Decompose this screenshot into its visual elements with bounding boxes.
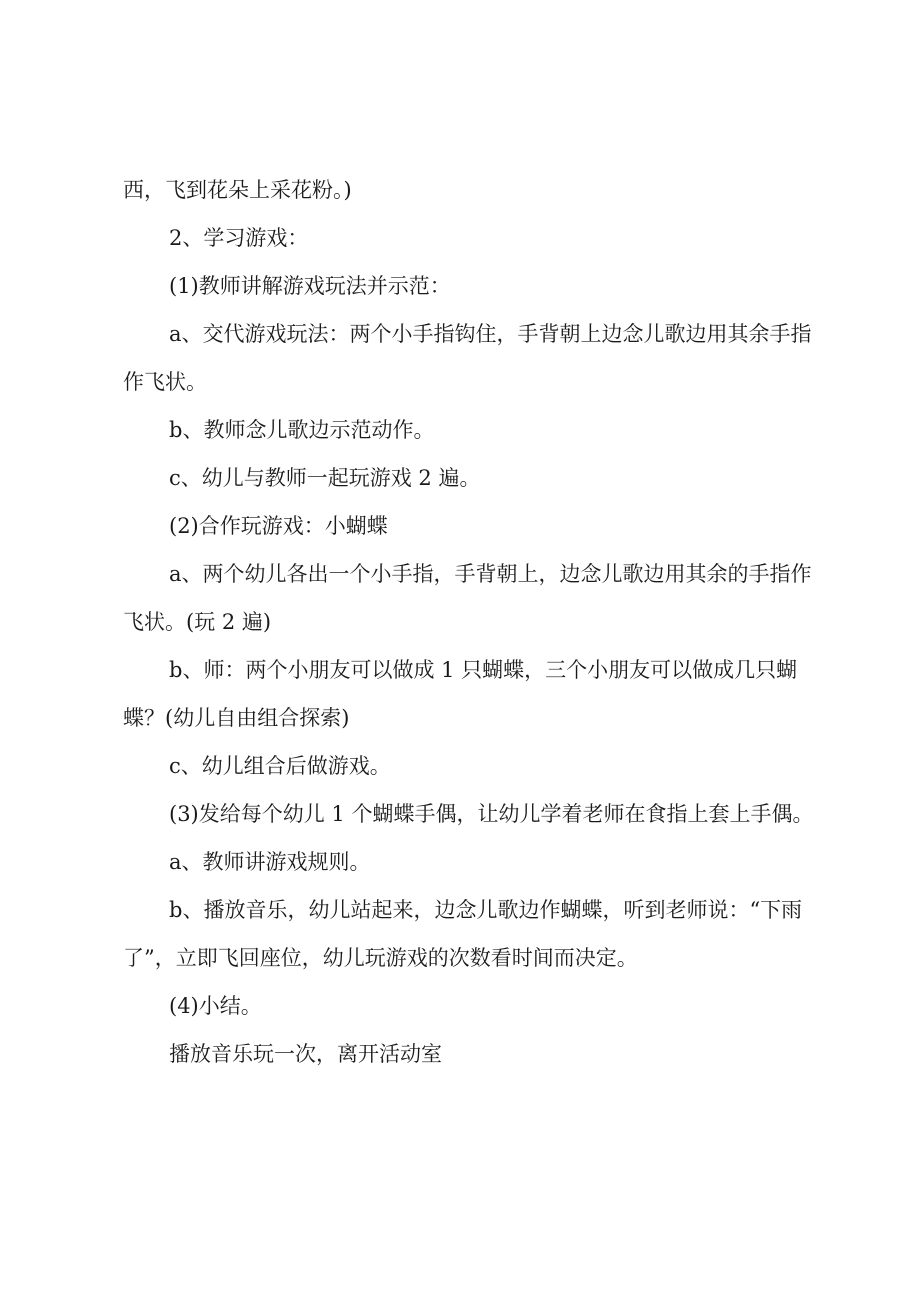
document-body	[123, 166, 823, 1078]
paragraph-2: 2、学习游戏：	[169, 226, 309, 250]
paragraph-7: (2)合作玩游戏：小蝴蝶	[169, 514, 388, 538]
paragraph-6: c、幼儿与教师一起玩游戏 2 遍。	[169, 466, 481, 490]
paragraph-12: a、教师讲游戏规则。	[169, 850, 371, 874]
paragraph-4: a、交代游戏玩法：两个小手指钩住，手背朝上边念儿歌边用其余手指作飞状。	[123, 322, 812, 394]
paragraph-1: 西，飞到花朵上采花粉。)	[123, 178, 352, 202]
paragraph-14: (4)小结。	[169, 994, 262, 1018]
paragraph-9: b、师：两个小朋友可以做成 1 只蝴蝶，三个小朋友可以做成几只蝴蝶？(幼儿自由组合探索)	[123, 658, 798, 730]
paragraph-10: c、幼儿组合后做游戏。	[169, 754, 391, 778]
paragraph-15: 播放音乐玩一次，离开活动室	[169, 1042, 442, 1066]
paragraph-8: a、两个幼儿各出一个小手指，手背朝上，边念儿歌边用其余的手指作飞状。(玩 2 遍)	[123, 562, 812, 634]
paragraph-3: (1)教师讲解游戏玩法并示范：	[169, 274, 451, 298]
paragraph-5: b、教师念儿歌边示范动作。	[169, 418, 435, 442]
paragraph-13: b、播放音乐，幼儿站起来，边念儿歌边作蝴蝶，听到老师说：“下雨了”，立即飞回座位，幼儿玩游戏的次数看时间而决定。	[123, 898, 803, 970]
paragraph-11: (3)发给每个幼儿 1 个蝴蝶手偶，让幼儿学着老师在食指上套上手偶。	[169, 802, 814, 826]
